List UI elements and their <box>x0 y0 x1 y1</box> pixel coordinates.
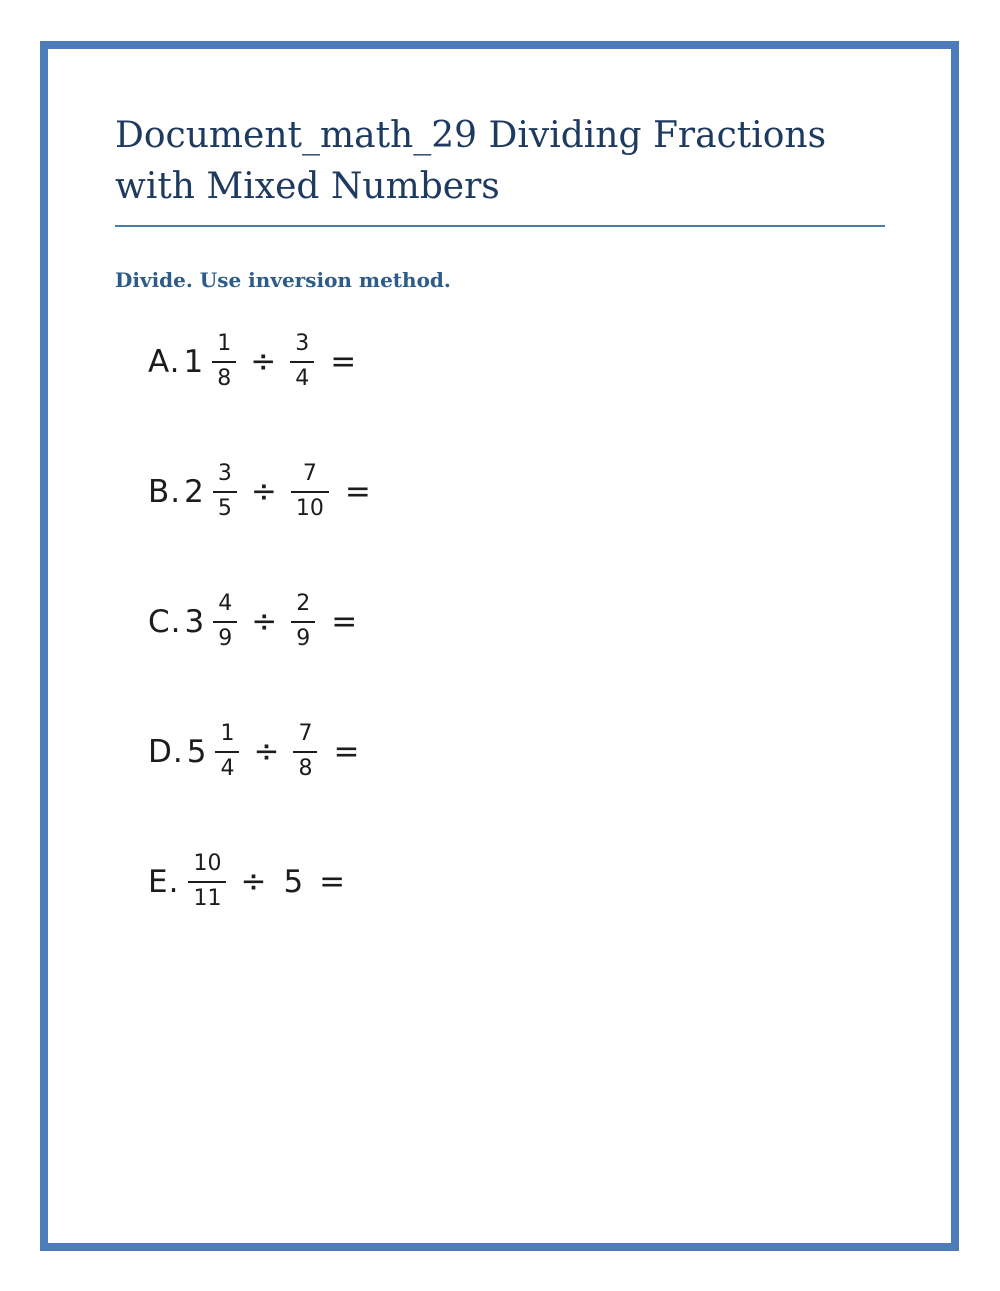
equals-sign: = <box>331 603 358 640</box>
fraction-numerator: 2 <box>291 592 315 622</box>
fraction <box>213 462 237 520</box>
problem-label: B. <box>148 473 182 510</box>
fraction <box>291 462 329 520</box>
mixed-whole-number: 2 <box>184 473 204 510</box>
equals-sign: = <box>319 863 346 900</box>
fraction <box>188 852 226 910</box>
title-line-1: Document_math_29 Dividing Fractions <box>115 115 827 156</box>
mixed-whole-number: 5 <box>186 733 207 770</box>
fraction-denominator: 9 <box>296 625 311 651</box>
problem-row-d <box>148 718 911 785</box>
fraction-denominator: 5 <box>217 495 232 521</box>
fraction-denominator: 4 <box>295 365 310 391</box>
fraction-numerator: 4 <box>213 592 237 622</box>
divide-sign: ÷ <box>251 603 278 640</box>
fraction-numerator: 7 <box>291 462 329 492</box>
problem-label: D. <box>148 733 184 770</box>
problem-row-a <box>148 328 911 395</box>
instruction-text: Divide. Use inversion method. <box>115 268 451 292</box>
problem-list <box>148 328 911 915</box>
fraction <box>291 592 315 650</box>
fraction <box>293 722 317 780</box>
fraction-numerator: 7 <box>293 722 317 752</box>
fraction <box>290 332 314 390</box>
fraction-numerator: 10 <box>188 852 226 882</box>
title-line-2: with Mixed Numbers <box>115 166 500 207</box>
divide-sign: ÷ <box>240 863 267 900</box>
fraction <box>213 592 237 650</box>
divide-sign: ÷ <box>250 343 277 380</box>
page-border-frame <box>40 41 959 1251</box>
fraction-numerator: 1 <box>215 722 239 752</box>
problem-label: A. <box>148 343 181 380</box>
fraction-denominator: 8 <box>217 365 232 391</box>
problem-label: E. <box>148 863 180 900</box>
problem-label: C. <box>148 603 182 640</box>
mixed-whole-number: 1 <box>183 343 204 380</box>
divisor-whole-number: 5 <box>283 863 304 900</box>
equals-sign: = <box>344 473 371 510</box>
equals-sign: = <box>330 343 357 380</box>
page-title <box>115 110 885 227</box>
fraction-numerator: 3 <box>213 462 237 492</box>
problem-row-e <box>148 848 911 915</box>
fraction-denominator: 8 <box>298 755 313 781</box>
fraction-numerator: 3 <box>290 332 314 362</box>
fraction-denominator: 4 <box>220 755 235 781</box>
divide-sign: ÷ <box>250 473 277 510</box>
fraction-denominator: 10 <box>295 495 324 521</box>
problem-row-b <box>148 458 911 525</box>
fraction <box>212 332 236 390</box>
mixed-whole-number: 3 <box>184 603 205 640</box>
fraction-denominator: 9 <box>218 625 233 651</box>
fraction-denominator: 11 <box>193 885 222 911</box>
problem-row-c <box>148 588 911 655</box>
worksheet-content <box>48 49 951 915</box>
equals-sign: = <box>333 733 360 770</box>
divide-sign: ÷ <box>253 733 280 770</box>
fraction-numerator: 1 <box>212 332 236 362</box>
fraction <box>215 722 239 780</box>
